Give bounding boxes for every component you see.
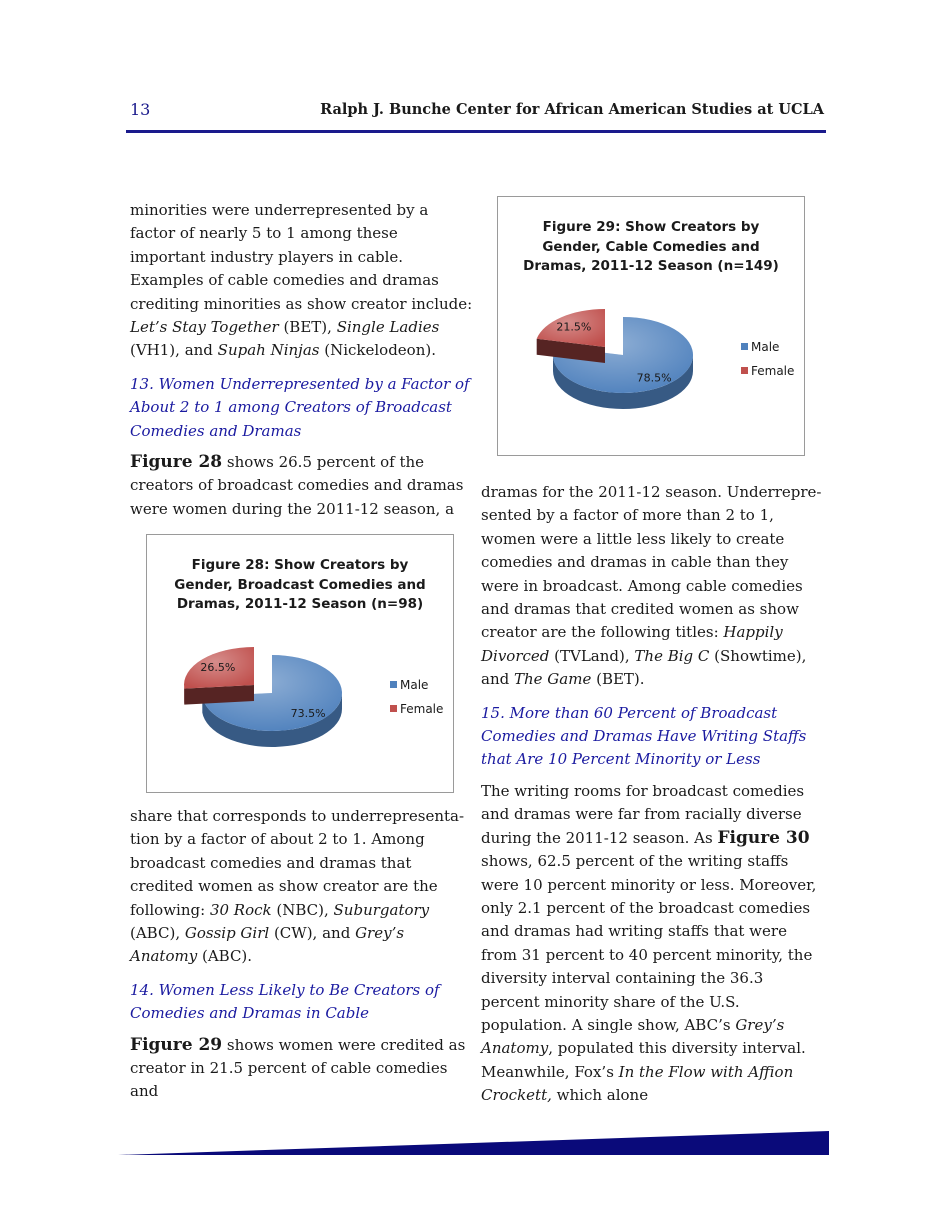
figure-title-line: Figure 28: Show Creators by <box>191 557 409 573</box>
pie-data-label-female: 26.5% <box>200 661 236 675</box>
text-run: (TVLand), <box>549 646 635 665</box>
footer-swoosh <box>0 1128 950 1168</box>
text-run: dramas for the 2011-12 season. Underrepre-sented by a factor of more than 2 to 1, women were a little less likely to create comedies and dramas in cable than they were in broadcast. Among cable comedies and dramas that credited women as show creator are the following titles: <box>481 483 822 642</box>
paragraph <box>130 199 475 363</box>
left-column-bottom <box>130 805 475 1104</box>
running-header-title: Ralph J. Bunche Center for African American Studies at UCLA <box>320 101 824 118</box>
right-column-top <box>481 481 826 1108</box>
legend-label-male: Male <box>400 678 429 692</box>
legend-swatch-female <box>741 367 748 374</box>
figure-title-line: Figure 29: Show Creators by <box>542 219 760 235</box>
pie-data-label-female: 21.5% <box>556 320 592 334</box>
figure-title-line: Gender, Cable Comedies and <box>542 238 760 255</box>
figure-28 <box>146 534 454 793</box>
text-run: (BET), <box>278 318 337 337</box>
italic-title: Suburgatory <box>333 900 430 919</box>
italic-title: Gossip Girl <box>184 924 270 943</box>
text-run: (VH1), and <box>130 341 218 360</box>
text-run: (ABC). <box>197 947 253 966</box>
pie-data-label-male: 73.5% <box>290 706 326 720</box>
text-run: (ABC), <box>130 924 185 943</box>
text-run: which alone <box>551 1086 649 1105</box>
text-run: , populated this diversity interval. Meanwhile, Fox’s <box>481 1039 806 1081</box>
italic-title: Grey’s Anatomy <box>130 924 405 966</box>
text-run: shows, 62.5 percent of the writing staffs were 10 percent minority or less. Moreover, only 2.1 percent of the broadcast comedies and dramas had writing staffs that were from 31 percent to 40 percent minority, the diversity interval containing the 36.3 percent minority share of the U.S. population. A single show, ABC’s <box>481 852 817 1034</box>
text-run: (NBC), <box>271 900 334 919</box>
text-run: (CW), and <box>269 924 356 943</box>
text-run: shows women were credited as creator in 21.5 percent of cable comedies and <box>130 1035 466 1101</box>
section-heading-15: 15. More than 60 Percent of Broadcast Comedies and Dramas Have Writing Staffs that Are 10 Percent Minority or Less <box>481 703 807 769</box>
legend-swatch-male <box>390 681 397 688</box>
text-run: (Nickelodeon). <box>319 341 436 360</box>
text-run: minorities were underrepresented by a factor of nearly 5 to 1 among these important industry players in cable. Examples of cable comedies and dramas crediting minorities as show creator include: <box>130 201 473 313</box>
paragraph <box>130 451 475 521</box>
text-run: (Showtime), and <box>481 646 807 689</box>
paragraph <box>481 481 826 692</box>
paragraph <box>481 780 826 1108</box>
left-column-top <box>130 199 475 521</box>
paragraph <box>130 805 475 969</box>
legend-label-male: Male <box>751 340 780 354</box>
header-rule <box>126 130 826 133</box>
legend-swatch-female <box>390 705 397 712</box>
figure-reference: Figure 30 <box>717 827 810 848</box>
italic-title: In the Flow with Affion Crockett, <box>481 1062 794 1105</box>
italic-title: Single Ladies <box>336 318 440 337</box>
italic-title: The Big C <box>634 646 710 665</box>
text-run: shows 26.5 percent of the creators of broadcast comedies and dramas were women during the 2011-12 season, a <box>130 453 464 518</box>
figure-reference: Figure 29 <box>130 1034 223 1055</box>
text-run: (BET). <box>591 670 645 689</box>
legend-swatch-male <box>741 343 748 350</box>
figure-title-line: Dramas, 2011-12 Season (n=149) <box>523 258 779 274</box>
section-heading-13: 13. Women Underrepresented by a Factor of About 2 to 1 among Creators of Broadcast Comedies and Dramas <box>130 374 470 440</box>
paragraph <box>130 1034 475 1104</box>
figure-29-pie-chart <box>498 197 804 455</box>
figure-reference: Figure 28 <box>130 452 223 473</box>
figure-28-pie-chart <box>147 535 453 792</box>
italic-title: Let’s Stay Together <box>130 318 279 337</box>
section-heading-14: 14. Women Less Likely to Be Creators of Comedies and Dramas in Cable <box>130 980 440 1023</box>
figure-title-line: Gender, Broadcast Comedies and <box>174 576 426 593</box>
italic-title: The Game <box>513 670 592 689</box>
pie-data-label-male: 78.5% <box>636 371 672 385</box>
italic-title: 30 Rock <box>209 900 272 919</box>
page-number: 13 <box>130 100 151 119</box>
italic-title: Supah Ninjas <box>217 341 320 360</box>
text-run: share that corresponds to underrepresenta-tion by a factor of about 2 to 1. Among broadcast comedies and dramas that credited women as show creator are the following: <box>130 807 465 919</box>
legend-label-female: Female <box>400 702 444 716</box>
text-run: The writing rooms for broadcast comedies and dramas were far from racially diverse during the 2011-12 season. As <box>481 781 805 847</box>
italic-title: Happily Divorced <box>481 623 783 665</box>
legend-label-female: Female <box>751 364 795 378</box>
figure-title-line: Dramas, 2011-12 Season (n=98) <box>176 596 424 612</box>
figure-29 <box>497 196 805 456</box>
italic-title: Grey’s Anatomy <box>481 1015 785 1058</box>
